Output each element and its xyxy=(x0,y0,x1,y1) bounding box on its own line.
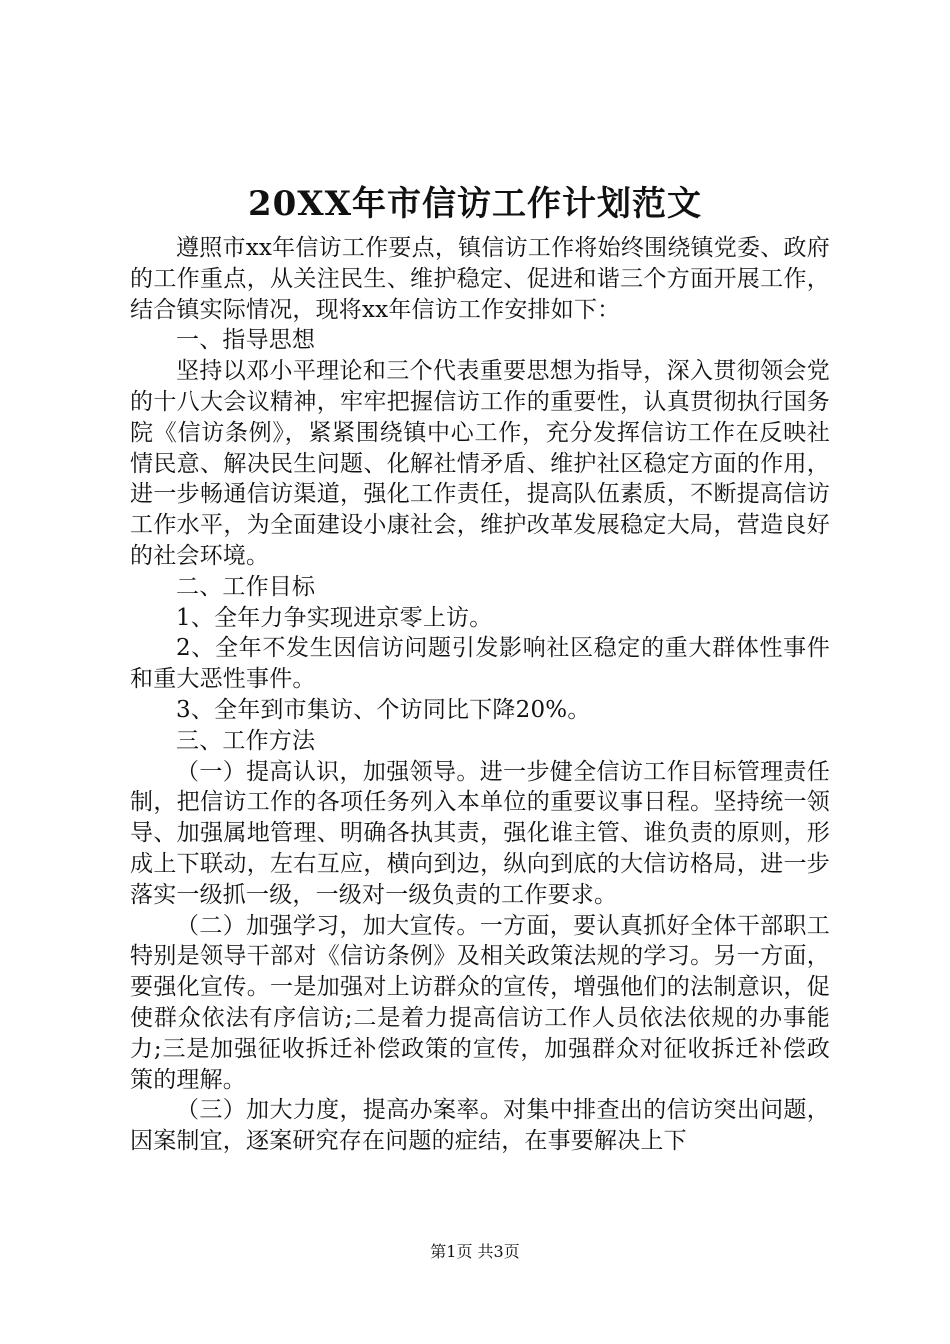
document-title: 20XX年市信访工作计划范文 xyxy=(247,184,703,224)
document-body xyxy=(130,233,830,1157)
paragraph-method-3: （三）加大力度，提高办案率。对集中排查出的信访突出问题，因案制宜，逐案研究存在问题的症结，在事要解决上下 xyxy=(130,1097,830,1155)
paragraph-goal-2: 2、全年不发生因信访问题引发影响社区稳定的重大群体性事件和重大恶性事件。 xyxy=(130,635,830,693)
paragraph-guiding-ideology: 坚持以邓小平理论和三个代表重要思想为指导，深入贯彻领会党的十八大会议精神，牢牢把握信访工作的重要性，认真贯彻执行国务院《信访条例》，紧紧围绕镇中心工作，充分发挥信访工作在反映社情民意、解决民生问题、化解社情矛盾、维护社区稳定方面的作用，进一步畅通信访渠道，强化工作责任，提高队伍素质，不断提高信访工作水平，为全面建设小康社会，维护改革发展稳定大局，营造良好的社会环境。 xyxy=(130,358,830,569)
paragraph-goal-1: 1、全年力争实现进京零上访。 xyxy=(176,604,493,631)
section-heading-work-goals: 二、工作目标 xyxy=(176,573,316,600)
paragraph-goal-3: 3、全年到市集访、个访同比下降20%。 xyxy=(176,696,591,723)
paragraph-intro: 遵照市xx年信访工作要点，镇信访工作将始终围绕镇党委、政府的工作重点，从关注民生、维护稳定、促进和谐三个方面开展工作，结合镇实际情况，现将xx年信访工作安排如下： xyxy=(130,235,830,323)
section-heading-work-methods: 三、工作方法 xyxy=(176,727,316,754)
paragraph-method-2: （二）加强学习，加大宣传。一方面，要认真抓好全体干部职工特别是领导干部对《信访条例》及相关政策法规的学习。另一方面，要强化宣传。一是加强对上访群众的宣传，增强他们的法制意识，促使群众依法有序信访;二是着力提高信访工作人员依法依规的办事能力;三是加强征收拆迁补偿政策的宣传，加强群众对征收拆迁补偿政策的理解。 xyxy=(130,912,830,1093)
section-heading-guiding-ideology: 一、指导思想 xyxy=(176,327,316,354)
page-number-footer: 第1页 共3页 xyxy=(430,1242,520,1261)
paragraph-method-1: （一）提高认识，加强领导。进一步健全信访工作目标管理责任制，把信访工作的各项任务列入本单位的重要议事日程。坚持统一领导、加强属地管理、明确各执其责，强化谁主管、谁负责的原则，形成上下联动，左右互应，横向到边，纵向到底的大信访格局，进一步落实一级抓一级，一级对一级负责的工作要求。 xyxy=(130,758,830,908)
